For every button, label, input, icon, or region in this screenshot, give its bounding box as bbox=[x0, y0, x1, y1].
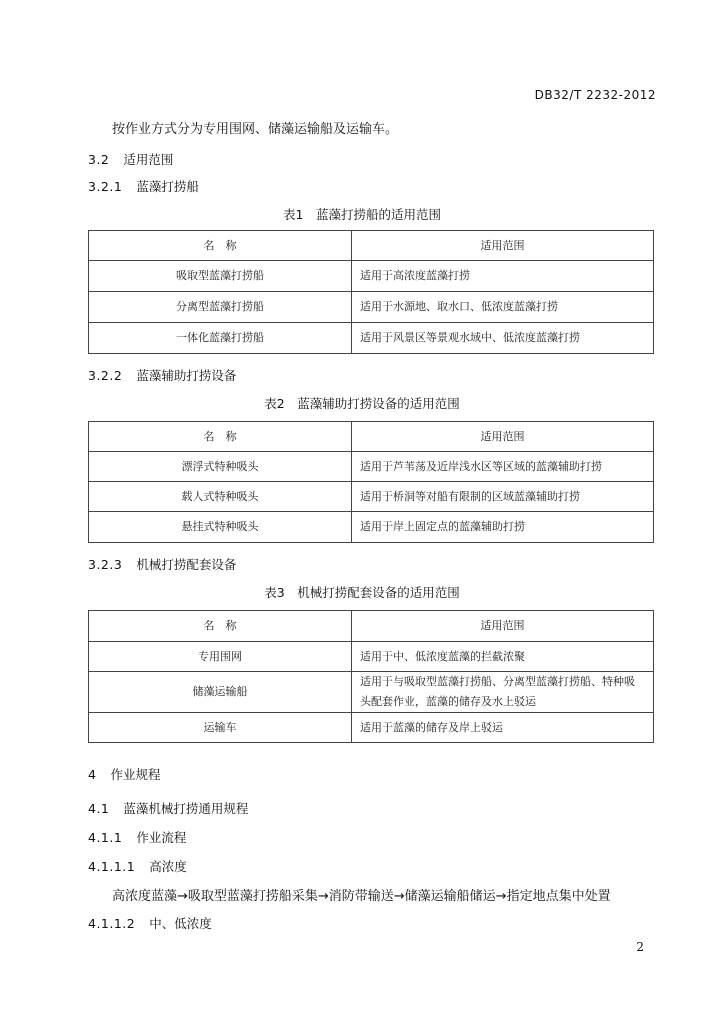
table-row bbox=[89, 292, 654, 323]
table-header-row bbox=[89, 611, 654, 642]
heading-number: 3.2 bbox=[88, 152, 110, 167]
table2-caption: 表2 蓝藻辅助打捞设备的适用范围 bbox=[264, 396, 460, 411]
table-row bbox=[89, 713, 654, 743]
cell-name: 运输车 bbox=[89, 713, 352, 743]
table3-caption: 表3 机械打捞配套设备的适用范围 bbox=[264, 585, 460, 600]
heading-3-2 bbox=[88, 150, 173, 168]
cell-name: 悬挂式特种吸头 bbox=[89, 512, 352, 543]
heading-3-2-3 bbox=[88, 555, 236, 573]
heading-number: 4.1.1 bbox=[88, 830, 123, 845]
column-header-name: 名 称 bbox=[89, 231, 352, 261]
process-flow-line: 高浓度蓝藻→吸取型蓝藻打捞船采集→消防带输送→储藻运输船储运→指定地点集中处置 bbox=[112, 889, 611, 904]
heading-4-1 bbox=[88, 799, 248, 817]
table-row bbox=[89, 642, 654, 672]
column-header-scope: 适用范围 bbox=[352, 611, 654, 642]
table-row bbox=[89, 323, 654, 354]
heading-number: 4.1.1.2 bbox=[88, 916, 136, 931]
heading-title: 蓝藻辅助打捞设备 bbox=[136, 368, 237, 383]
table-row bbox=[89, 452, 654, 482]
cell-scope: 适用于中、低浓度蓝藻的拦截浓聚 bbox=[352, 642, 654, 672]
table-header-row bbox=[89, 231, 654, 261]
heading-title: 中、低浓度 bbox=[149, 916, 212, 931]
table3 bbox=[88, 610, 654, 743]
cell-name: 吸取型蓝藻打捞船 bbox=[89, 261, 352, 292]
table-row bbox=[89, 512, 654, 543]
heading-4-1-1-1 bbox=[88, 857, 187, 875]
heading-title: 机械打捞配套设备 bbox=[136, 557, 237, 572]
heading-3-2-2 bbox=[88, 366, 236, 384]
cell-name: 漂浮式特种吸头 bbox=[89, 452, 352, 482]
cell-scope: 适用于与吸取型蓝藻打捞船、分离型蓝藻打捞船、特种吸头配套作业，蓝藻的储存及水上驳运 bbox=[352, 672, 654, 713]
heading-number: 4.1.1.1 bbox=[88, 859, 136, 874]
column-header-name: 名 称 bbox=[89, 422, 352, 452]
table-header-row bbox=[89, 422, 654, 452]
document-code-header: DB32/T 2232-2012 bbox=[534, 88, 656, 102]
cell-scope: 适用于风景区等景观水域中、低浓度蓝藻打捞 bbox=[352, 323, 654, 354]
cell-scope: 适用于芦苇荡及近岸浅水区等区域的蓝藻辅助打捞 bbox=[352, 452, 654, 482]
column-header-scope: 适用范围 bbox=[352, 422, 654, 452]
column-header-scope: 适用范围 bbox=[352, 231, 654, 261]
heading-title: 高浓度 bbox=[149, 859, 187, 874]
table-row bbox=[89, 672, 654, 713]
cell-name: 专用围网 bbox=[89, 642, 352, 672]
cell-scope: 适用于桥洞等对船有限制的区域蓝藻辅助打捞 bbox=[352, 482, 654, 512]
table1-caption: 表1 蓝藻打捞船的适用范围 bbox=[283, 207, 441, 222]
heading-number: 3.2.2 bbox=[88, 368, 123, 383]
heading-4-1-1 bbox=[88, 828, 186, 846]
heading-title: 适用范围 bbox=[123, 152, 174, 167]
table-row bbox=[89, 482, 654, 512]
heading-number: 4.1 bbox=[88, 801, 110, 816]
cell-scope: 适用于高浓度蓝藻打捞 bbox=[352, 261, 654, 292]
cell-name: 分离型蓝藻打捞船 bbox=[89, 292, 352, 323]
cell-name: 载人式特种吸头 bbox=[89, 482, 352, 512]
heading-3-2-1 bbox=[88, 177, 199, 195]
cell-scope: 适用于蓝藻的储存及岸上驳运 bbox=[352, 713, 654, 743]
heading-4 bbox=[88, 765, 160, 783]
cell-name: 储藻运输船 bbox=[89, 672, 352, 713]
heading-number: 3.2.1 bbox=[88, 179, 123, 194]
table-row bbox=[89, 261, 654, 292]
cell-scope: 适用于水源地、取水口、低浓度蓝藻打捞 bbox=[352, 292, 654, 323]
heading-number: 3.2.3 bbox=[88, 557, 123, 572]
page-number: 2 bbox=[636, 940, 644, 954]
cell-name: 一体化蓝藻打捞船 bbox=[89, 323, 352, 354]
intro-paragraph: 按作业方式分为专用围网、储藻运输船及运输车。 bbox=[112, 122, 399, 137]
heading-title: 作业规程 bbox=[110, 767, 161, 782]
cell-scope: 适用于岸上固定点的蓝藻辅助打捞 bbox=[352, 512, 654, 543]
table2 bbox=[88, 421, 654, 543]
heading-title: 作业流程 bbox=[136, 830, 187, 845]
heading-title: 蓝藻打捞船 bbox=[136, 179, 199, 194]
table1 bbox=[88, 230, 654, 354]
heading-number: 4 bbox=[88, 767, 97, 782]
column-header-name: 名 称 bbox=[89, 611, 352, 642]
heading-4-1-1-2 bbox=[88, 914, 212, 932]
heading-title: 蓝藻机械打捞通用规程 bbox=[123, 801, 249, 816]
